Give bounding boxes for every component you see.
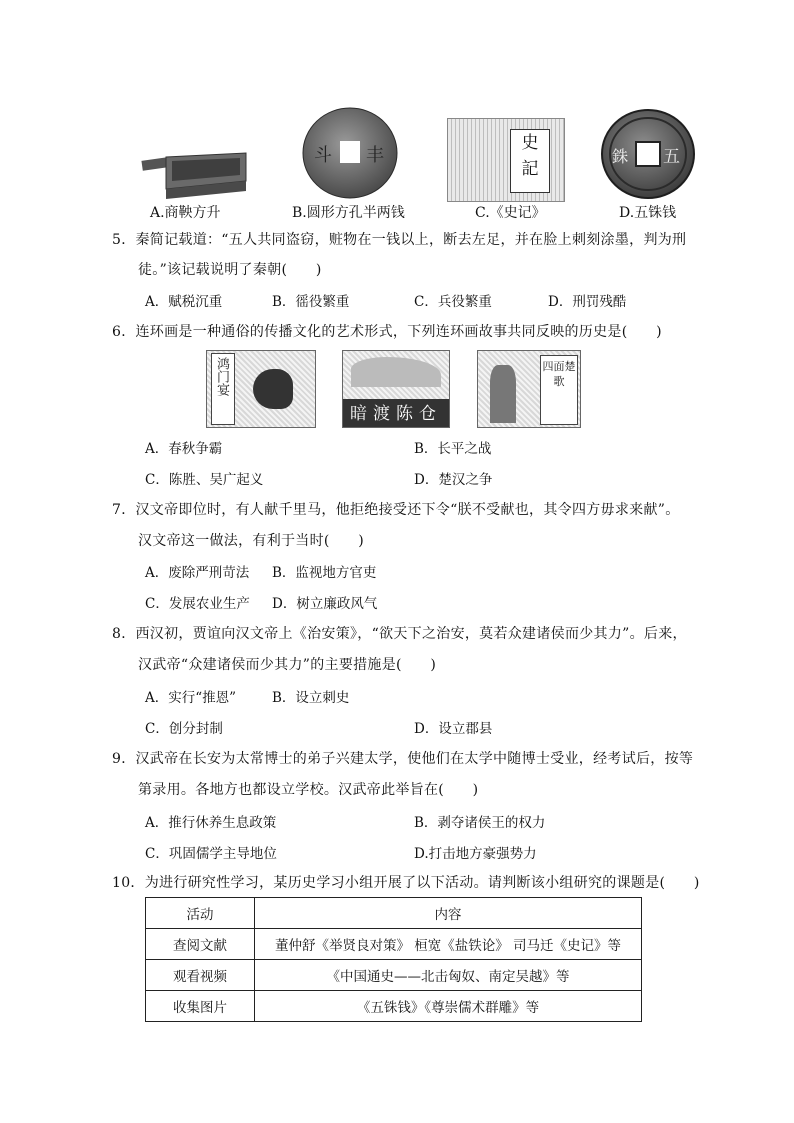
q8-stem-line2: 汉武帝“众建诸侯而少其力”的主要措施是( ) (138, 657, 437, 673)
q5-option-a: A．赋税沉重 (145, 294, 223, 310)
row-content: 董仲舒《举贤良对策》 桓宽《盐铁论》 司马迁《史记》等 (255, 929, 642, 960)
svg-text:丰: 丰 (366, 145, 384, 166)
comic-hongmen-banquet (206, 350, 316, 428)
option-a-caption: A.商鞅方升 (150, 205, 221, 221)
svg-text:銖: 銖 (612, 147, 629, 166)
comic-simianchuge (477, 350, 581, 428)
svg-text:五: 五 (663, 147, 680, 167)
q8-stem-line1: 8．西汉初，贾谊向汉文帝上《治安策》，“欲天下之治安，莫若众建诸侯而少其力”。后来， (112, 626, 687, 642)
comic3-title: 四面楚歌 (542, 360, 576, 388)
q8-option-b: B．设立刺史 (272, 690, 350, 706)
q6-option-c: C．陈胜、吴广起义 (145, 472, 264, 488)
q7-option-d: D．树立廉政风气 (272, 596, 378, 612)
q5-stem-line1: 5．秦简记载道：“五人共同盗窃，赃物在一钱以上，断去左足，并在脸上刺刻涂墨，判为刑 (112, 232, 687, 248)
table-header-row (146, 898, 642, 929)
q8-option-d: D．设立郡县 (414, 721, 493, 737)
row-activity: 观看视频 (146, 960, 255, 991)
book-title-char-2: 記 (521, 159, 539, 179)
shang-yang-measure-image (138, 145, 250, 201)
q8-option-c: C．创分封制 (145, 721, 223, 737)
q8-option-a: A．实行“推恩” (145, 690, 237, 706)
q6-option-d: D．楚汉之争 (414, 472, 493, 488)
q5-option-d: D．刑罚残酷 (548, 294, 627, 310)
q7-stem-line2: 汉文帝这一做法，有利于当时( ) (138, 533, 365, 549)
wuzhu-coin-image (600, 108, 696, 200)
book-title-char-1: 史 (521, 133, 539, 153)
row-content: 《五铢钱》《尊崇儒术群雕》等 (255, 991, 642, 1022)
q6-option-b: B．长平之战 (414, 441, 492, 457)
comic1-title: 鸿门宴 (214, 357, 229, 396)
header-activity: 活动 (146, 898, 255, 929)
table-row (146, 991, 642, 1022)
row-activity: 查阅文献 (146, 929, 255, 960)
q5-option-b: B．徭役繁重 (272, 294, 350, 310)
option-d-caption: D.五铢钱 (619, 205, 677, 221)
q9-option-d: D.打击地方豪强势力 (414, 846, 537, 862)
q10-activity-table (145, 897, 642, 1022)
table-row (146, 960, 642, 991)
q7-option-b: B．监视地方官吏 (272, 565, 377, 581)
q9-stem-line1: 9．汉武帝在长安为太常博士的弟子兴建太学，使他们在太学中随博士受业，经考试后，按等 (112, 751, 694, 767)
shiji-book-label (510, 129, 550, 193)
q9-option-b: B．剥夺诸侯王的权力 (414, 815, 546, 831)
comic2-title: 暗渡陈仓 (350, 404, 442, 424)
q7-stem-line1: 7．汉文帝即位时，有人献千里马，他拒绝接受还下令“朕不受献也，其令四方毋求来献”。 (112, 502, 680, 518)
q9-stem-line2: 第录用。各地方也都设立学校。汉武帝此举旨在( ) (138, 782, 479, 798)
ban-liang-coin-image (300, 106, 400, 201)
option-c-caption: C.《史记》 (475, 205, 546, 221)
row-content: 《中国通史——北击匈奴、南定吴越》等 (255, 960, 642, 991)
q10-stem: 10．为进行研究性学习，某历史学习小组开展了以下活动。请判断该小组研究的课题是( ) (112, 875, 700, 891)
comic-anduchencang (342, 350, 450, 428)
svg-text:斗: 斗 (314, 145, 332, 166)
row-activity: 收集图片 (146, 991, 255, 1022)
q5-stem-line2: 徒。”该记载说明了秦朝( ) (138, 262, 322, 278)
shiji-book-image (447, 118, 565, 202)
q6-stem: 6．连环画是一种通俗的传播文化的艺术形式，下列连环画故事共同反映的历史是( ) (112, 324, 662, 340)
q5-option-c: C．兵役繁重 (414, 294, 492, 310)
header-content: 内容 (255, 898, 642, 929)
q7-option-c: C．发展农业生产 (145, 596, 250, 612)
q6-option-a: A．春秋争霸 (145, 441, 223, 457)
q7-option-a: A．废除严刑苛法 (145, 565, 250, 581)
q9-option-c: C．巩固儒学主导地位 (145, 846, 277, 862)
q9-option-a: A．推行休养生息政策 (145, 815, 277, 831)
option-b-caption: B.圆形方孔半两钱 (292, 205, 405, 221)
table-row (146, 929, 642, 960)
